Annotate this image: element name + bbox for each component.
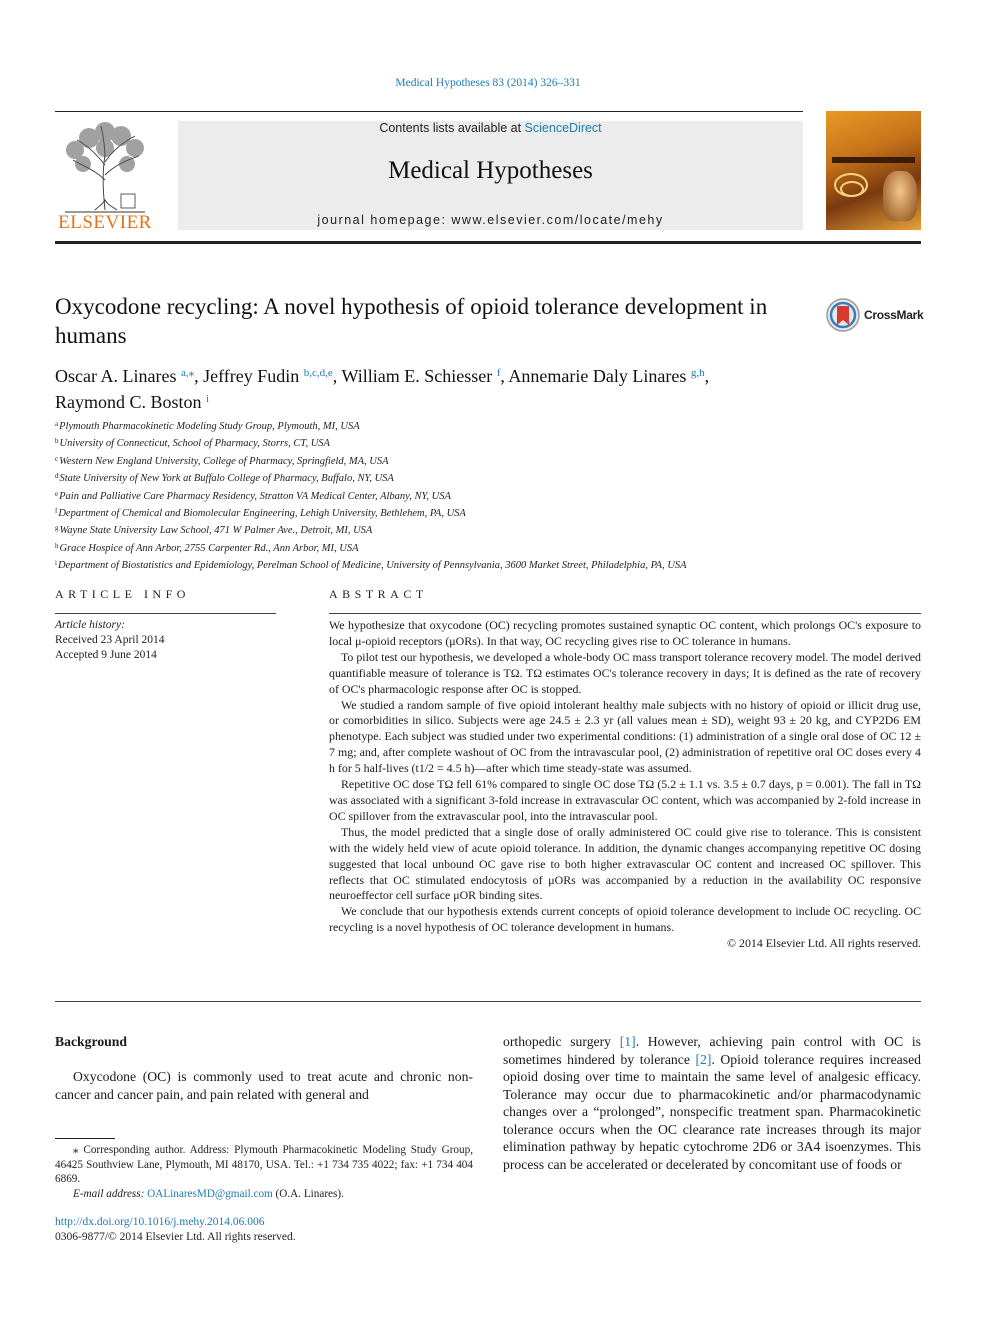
cover-band bbox=[832, 157, 915, 163]
abstract-paragraph: To pilot test our hypothesis, we developed a whole-body OC mass transport tolerance recovery model. The model derived quantifiable measure of tolerance is TΩ. TΩ estimates OC's tolerance recovery in days; It is defined as the rate of recovery of OC's pharmacologic response after OC is stopped. bbox=[329, 649, 921, 696]
footnote-rule bbox=[55, 1138, 115, 1139]
abstract-body bbox=[329, 618, 921, 952]
affiliation-key: a bbox=[55, 420, 59, 428]
footnote-text: Corresponding author. Address: Plymouth Pharmacokinetic Modeling Study Group, 46425 Southview Lane, Plymouth, MI 48170, USA. Tel.: +1 734 735 4022; fax: +1 734 404 6869. bbox=[55, 1144, 473, 1186]
article-title: Oxycodone recycling: A novel hypothesis of opioid tolerance development in humans bbox=[55, 294, 768, 348]
doi-link[interactable]: http://dx.doi.org/10.1016/j.mehy.2014.06.006 bbox=[55, 1216, 265, 1228]
affiliation-key: c bbox=[55, 454, 59, 463]
affiliation-item bbox=[55, 469, 921, 486]
footnote-paragraph bbox=[55, 1143, 473, 1187]
abstract-paragraph: We hypothesize that oxycodone (OC) recycling promotes sustained synaptic OC content, which prolongs OC's exposure to local μ-opioid receptors (μORs). In that way, OC recycling gives rise to OC tolerance in humans. bbox=[329, 618, 921, 648]
history-label: Article history: bbox=[55, 619, 125, 631]
contents-prefix: Contents lists available at bbox=[379, 121, 525, 135]
body-paragraph: Oxycodone (OC) is commonly used to treat acute and chronic non-cancer and cancer pain, and pain related with general and bbox=[55, 1068, 473, 1102]
body-text: . Opioid tolerance requires increased opioid dosing over time to maintain the same level of analgesic efficacy. Tolerance may occur due to pharmacokinetic and/or pharmacodynamic changes over a “prolonged”, nonspecific treatment span. Pharmacokinetic tolerance occurs when the OC clearance rate increases through its major elimination pathway by hepatic cytochrome 2D6 or 3A4 isoenzymes. This process can be accelerated or decelerated by concomitant use of foods or bbox=[503, 1051, 921, 1172]
cover-face bbox=[883, 171, 917, 221]
abstract-rule bbox=[329, 613, 921, 614]
author-name[interactable]: Oscar A. Linares bbox=[55, 366, 177, 386]
body-left-column bbox=[55, 1033, 473, 1103]
affiliation-key: d bbox=[55, 472, 59, 481]
abstract-heading: ABSTRACT bbox=[329, 587, 428, 601]
author-separator: , bbox=[704, 366, 710, 386]
author-affiliation-marker[interactable]: f bbox=[496, 367, 501, 379]
author-affiliation-marker[interactable]: b,c,d,e bbox=[303, 367, 333, 379]
abstract-paragraph: Repetitive OC dose TΩ fell 61% compared to single OC dose TΩ (5.2 ± 1.1 vs. 3.5 ± 0.7 days, p = 0.001). The fall in TΩ was associated with a significant 3-fold increase in extravascular OC content, which was accompanied by 2-fold increase in OC spillover from the extravascular pool, into the intravascular pool. bbox=[329, 777, 921, 823]
email-suffix: (O.A. Linares). bbox=[272, 1187, 344, 1200]
affiliation-text: University of Connecticut, School of Pharmacy, Storrs, CT, USA bbox=[59, 438, 330, 450]
author-name[interactable]: William E. Schiesser bbox=[341, 366, 493, 386]
author-name[interactable]: Raymond C. Boston bbox=[55, 392, 202, 412]
body-text: orthopedic surgery bbox=[503, 1034, 620, 1049]
affiliation-item bbox=[55, 556, 921, 573]
affiliation-key: i bbox=[55, 559, 57, 568]
author-affiliation-marker[interactable]: a,⁎ bbox=[180, 367, 195, 379]
journal-citation[interactable]: Medical Hypotheses 83 (2014) 326–331 bbox=[395, 77, 581, 89]
affiliation-item bbox=[55, 417, 921, 434]
homepage-url[interactable]: www.elsevier.com/locate/mehy bbox=[451, 213, 664, 227]
reference-link-1[interactable]: [1] bbox=[619, 1034, 636, 1049]
reference-link-2[interactable]: [2] bbox=[695, 1051, 712, 1067]
affiliation-text: Department of Chemical and Biomolecular Engineering, Lehigh University, Bethlehem, PA, USA bbox=[58, 508, 466, 520]
affiliation-key: f bbox=[55, 507, 58, 516]
affiliation-key: b bbox=[55, 437, 59, 446]
abstract-paragraph: We studied a random sample of five opioid intolerant healthy male subjects with no history of opioid or illicit drug use, or comorbidities in silico. Subjects were age 24.5 ± 2.3 yr (all values mean ± SD), weight 93 ± 20 kg, and CYP2D6 EM phenotype. Each subject was studied under two experimental conditions: (1) administration of a single oral dose of OC 12 ± 7 mg; and, after complete washout of OC from the intravascular pool, (2) administration of repetitive oral OC doses every 4 h for 5 half-lives (t1/2 = 4.5 h)—after which time steady-state was assumed. bbox=[329, 697, 921, 776]
email-link[interactable]: OALinaresMD@gmail.com bbox=[147, 1187, 273, 1200]
affiliation-text: Western New England University, College of Pharmacy, Springfield, MA, USA bbox=[59, 455, 389, 467]
affiliation-key: e bbox=[55, 489, 59, 498]
journal-cover-image bbox=[826, 111, 921, 230]
affiliation-text: State University of New York at Buffalo College of Pharmacy, Buffalo, NY, USA bbox=[59, 473, 394, 485]
journal-homepage bbox=[178, 213, 803, 227]
affiliation-item bbox=[55, 539, 921, 556]
body-paragraph bbox=[503, 1033, 921, 1173]
author-name[interactable]: Jeffrey Fudin bbox=[203, 366, 300, 386]
abstract-copyright: © 2014 Elsevier Ltd. All rights reserved. bbox=[727, 936, 921, 951]
affiliation-text: Grace Hospice of Ann Arbor, 2755 Carpenter Rd., Ann Arbor, MI, USA bbox=[59, 542, 359, 554]
contents-line bbox=[178, 121, 803, 135]
affiliation-key: g bbox=[55, 524, 59, 533]
abstract-paragraph: Thus, the model predicted that a single dose of orally administered OC could give rise to tolerance. This is consistent with the widely held view of acute opioid tolerance. In addition, the dynamic changes accompanying repetitive OC dosing suggested that local unbound OC gave rise to both higher extravascular OC content and increased OC spillover. This reflects that OC stimulated endocytosis of μORs was accompanied by a reduction in the availability OC responsive neuroeffector cell surface μOR binding sites. bbox=[329, 824, 921, 903]
cover-ring bbox=[840, 181, 864, 197]
affiliation-text: Department of Biostatistics and Epidemiology, Perelman School of Medicine, University of Pennsylvania, 3600 Market Street, Philadelphia, PA, USA bbox=[57, 560, 687, 572]
article-history bbox=[55, 618, 276, 663]
section-heading: Background bbox=[55, 1034, 128, 1049]
author-separator: , bbox=[194, 366, 204, 386]
abstract-paragraph: We conclude that our hypothesis extends current concepts of opioid tolerance development to include OC recycling. OC recycling is a novel hypothesis of OC tolerance development in humans. bbox=[329, 904, 921, 935]
footnote-email-line bbox=[55, 1187, 473, 1202]
author-name[interactable]: Annemarie Daly Linares bbox=[508, 366, 687, 386]
body-right-column bbox=[503, 1033, 921, 1173]
affiliation-key: h bbox=[55, 541, 59, 550]
author-affiliation-marker[interactable]: i bbox=[206, 393, 210, 405]
affiliation-item bbox=[55, 487, 921, 504]
affiliation-item bbox=[55, 434, 921, 451]
crossmark-label[interactable]: CrossMark bbox=[864, 308, 924, 322]
affiliation-item bbox=[55, 452, 921, 469]
header-thick-rule bbox=[55, 241, 921, 244]
author-list bbox=[55, 362, 921, 414]
affiliation-list bbox=[55, 417, 921, 574]
affiliation-text: Wayne State University Law School, 471 W Palmer Ave., Detroit, MI, USA bbox=[59, 525, 373, 537]
homepage-prefix: journal homepage: bbox=[317, 213, 452, 227]
author-separator: , bbox=[500, 366, 509, 386]
author-affiliation-marker[interactable]: g,h bbox=[690, 367, 705, 379]
author-separator: , bbox=[332, 366, 342, 386]
article-info-rule bbox=[55, 613, 276, 614]
email-label: E-mail address: bbox=[73, 1187, 148, 1200]
journal-title[interactable]: Medical Hypotheses bbox=[388, 157, 593, 184]
footnote-marker: ⁎ bbox=[73, 1144, 79, 1156]
affiliation-text: Pain and Palliative Care Pharmacy Residency, Stratton VA Medical Center, Albany, NY, USA bbox=[59, 490, 451, 502]
abstract-bottom-rule bbox=[55, 1001, 921, 1002]
article-info-heading: ARTICLE INFO bbox=[55, 587, 190, 601]
elsevier-wordmark: ELSEVIER bbox=[58, 212, 152, 233]
corresponding-author-footnote bbox=[55, 1143, 473, 1201]
header-rule bbox=[55, 111, 803, 112]
sciencedirect-link[interactable]: ScienceDirect bbox=[524, 121, 602, 135]
accepted-date: Accepted 9 June 2014 bbox=[55, 649, 157, 661]
issn-copyright: 0306-9877/© 2014 Elsevier Ltd. All rights reserved. bbox=[55, 1231, 296, 1243]
affiliation-item bbox=[55, 521, 921, 538]
received-date: Received 23 April 2014 bbox=[55, 634, 165, 646]
body-text: . However, achieving pain control with OC is sometimes hindered by tolerance bbox=[503, 1034, 921, 1067]
affiliation-item bbox=[55, 504, 921, 521]
affiliation-text: Plymouth Pharmacokinetic Modeling Study Group, Plymouth, MI, USA bbox=[59, 421, 360, 432]
